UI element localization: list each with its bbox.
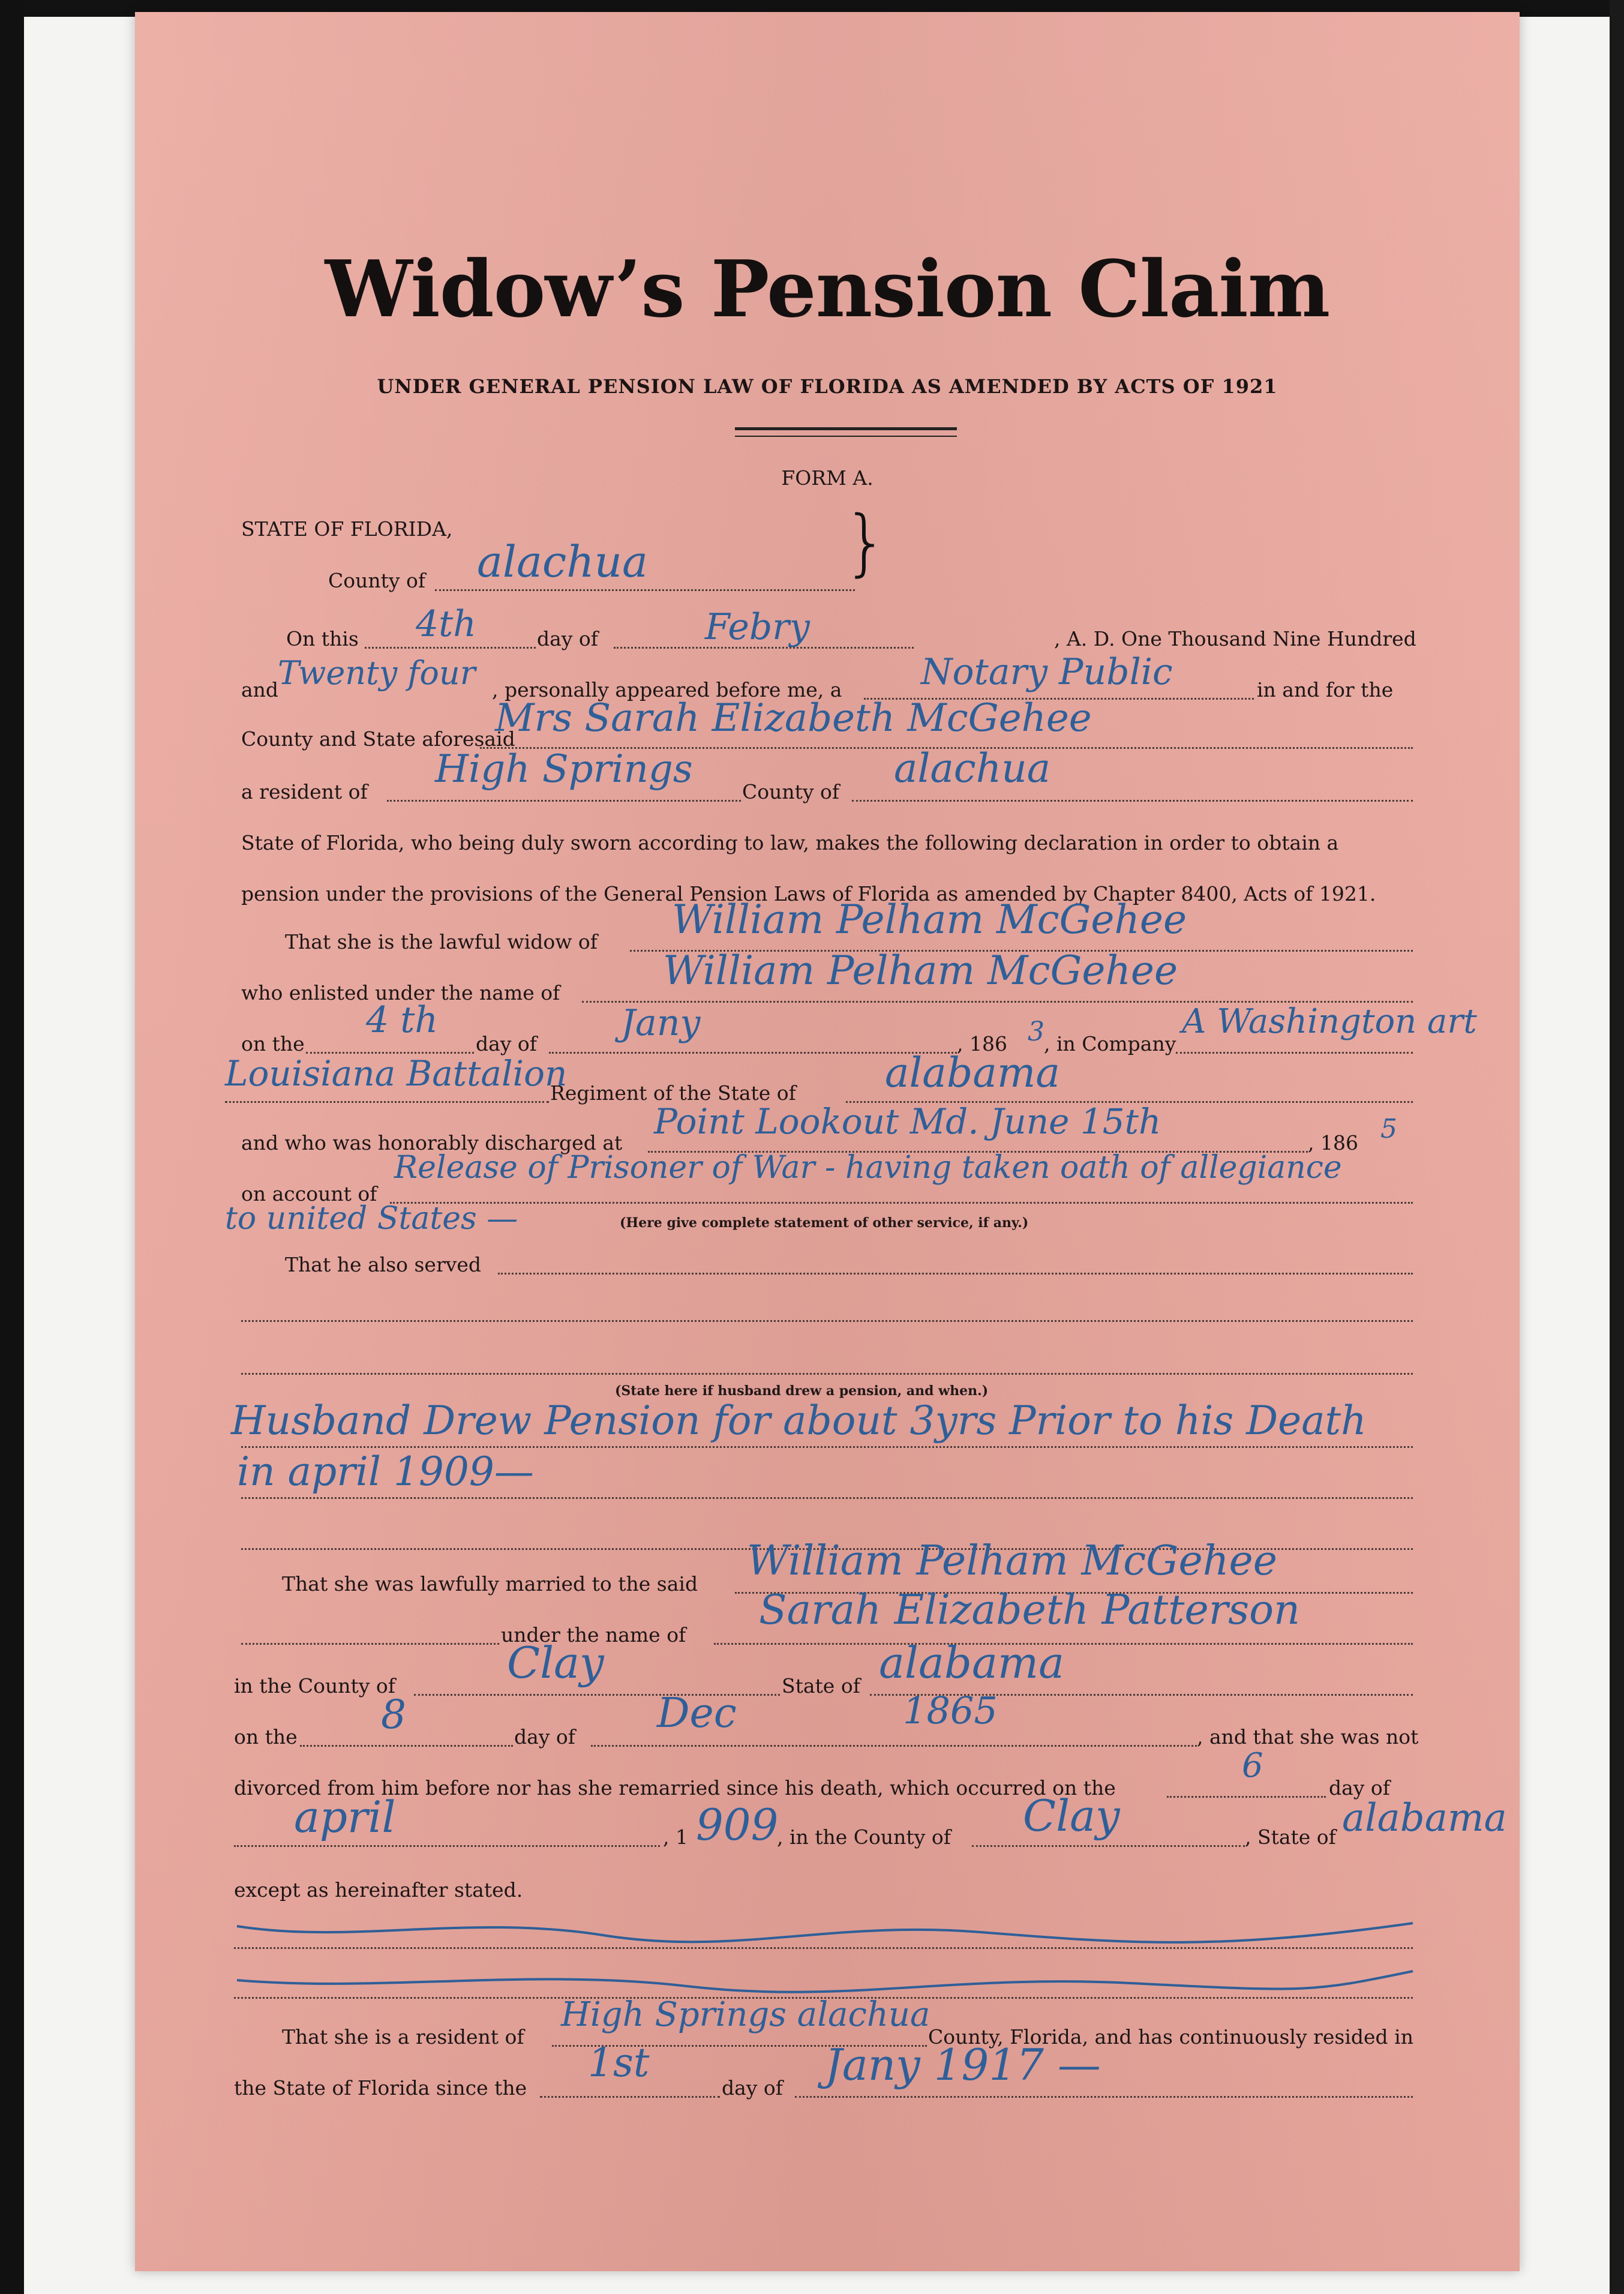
death-county-value: Clay <box>1023 1791 1120 1841</box>
declaration-line-1: State of Florida, who being duly sworn according to law, makes the following declaration in order to obtain a <box>241 831 1339 854</box>
pension-line-1 <box>241 1446 1413 1448</box>
marriage-on-the-text: on the <box>234 1725 298 1749</box>
marriage-county-value: Clay <box>507 1638 604 1688</box>
enlist-year-prefix: , 186 <box>957 1032 1007 1055</box>
marriage-day-line <box>300 1745 513 1747</box>
oath-month-value: Febry <box>705 606 810 648</box>
county-value: alachua <box>477 536 648 587</box>
residence-value: High Springs alachua <box>561 1995 930 2034</box>
day-line <box>365 647 536 649</box>
appeared-text: , personally appeared before me, a <box>492 678 842 701</box>
maiden-value: Sarah Elizabeth Patterson <box>759 1587 1300 1634</box>
discharge-year-prefix: , 186 <box>1308 1131 1358 1155</box>
account-line <box>390 1202 1413 1204</box>
enlist-day-of-text: day of <box>476 1032 538 1055</box>
death-year-prefix: , 1 <box>663 1825 688 1849</box>
marriage-state-value: alabama <box>879 1638 1065 1688</box>
death-county-text: , in the County of <box>777 1825 951 1849</box>
married-to-text: That she was lawfully married to the said <box>282 1572 698 1596</box>
husband-value: William Pelham McGehee <box>747 1537 1277 1585</box>
regiment-text: Regiment of the State of <box>550 1081 796 1105</box>
marriage-year-value: 1865 <box>903 1689 998 1732</box>
divorced-line-text: divorced from him before nor has she remarried since his death, which occurred on the <box>234 1776 1116 1800</box>
form-label: FORM A. <box>781 466 873 490</box>
marriage-month-line <box>591 1745 1197 1747</box>
officer-value: Notary Public <box>921 651 1173 693</box>
battalion-value: Louisiana Battalion <box>225 1053 568 1094</box>
death-state-value: alabama <box>1342 1796 1507 1840</box>
also-served-text: That he also served <box>285 1253 482 1276</box>
death-month-line <box>234 1845 660 1847</box>
resident-value: High Springs <box>435 747 693 791</box>
ad-text: , A. D. One Thousand Nine Hundred <box>1054 627 1416 650</box>
since-day-line <box>540 2096 720 2098</box>
county-florida-text: County, Florida, and has continuously resided in <box>928 2025 1413 2049</box>
company-line <box>1176 1052 1413 1054</box>
since-value: Jany 1917 — <box>825 2040 1101 2090</box>
except-text: except as hereinafter stated. <box>234 1878 523 1902</box>
not-divorced-text: , and that she was not <box>1197 1725 1419 1749</box>
scan-border-right <box>1610 0 1624 2294</box>
oath-year-value: Twenty four <box>278 654 476 692</box>
day-of-label: day of <box>537 627 599 650</box>
title-rule-thin <box>735 436 957 437</box>
enlist-day-value: 4 th <box>366 999 438 1041</box>
under-name-prefix-line <box>241 1643 499 1645</box>
enlist-year-digit: 3 <box>1028 1016 1044 1047</box>
title-rule <box>735 427 957 430</box>
other-service-hint: (Here give complete statement of other service, if any.) <box>620 1215 1029 1231</box>
county-of-text: County of <box>742 780 840 803</box>
enlisted-under-text: who enlisted under the name of <box>241 981 560 1004</box>
since-line <box>795 2096 1413 2098</box>
marriage-state-text: State of <box>782 1674 860 1698</box>
county-label: County of <box>328 569 426 592</box>
pension-hint: (State here if husband drew a pension, and when.) <box>615 1383 989 1399</box>
marriage-county-text: in the County of <box>234 1674 395 1698</box>
pension-value-2: in april 1909— <box>237 1449 534 1495</box>
pension-form-page <box>135 12 1520 2271</box>
widow-of-value: William Pelham McGehee <box>672 896 1187 943</box>
document-title: Widow’s Pension Claim <box>325 243 1330 335</box>
death-day-of-text: day of <box>1329 1776 1391 1800</box>
on-account-of-text: on account of <box>241 1182 377 1206</box>
company-value: A Washington art <box>1182 1002 1477 1041</box>
resident-county-line <box>852 800 1413 802</box>
regiment-state-value: alabama <box>885 1049 1060 1097</box>
death-county-line <box>972 1845 1245 1847</box>
since-day-of-text: day of <box>722 2076 784 2100</box>
marriage-day-value: 8 <box>381 1692 406 1738</box>
death-month-value: april <box>294 1792 396 1842</box>
enlist-month-value: Jany <box>621 1002 701 1044</box>
claimant-value: Mrs Sarah Elizabeth McGehee <box>495 696 1092 740</box>
death-day-line <box>1167 1796 1326 1798</box>
death-day-value: 6 <box>1242 1746 1263 1785</box>
resident-line <box>387 800 741 802</box>
also-served-line-3 <box>241 1373 1413 1375</box>
enlist-on-the-text: on the <box>241 1032 305 1055</box>
pension-line-2 <box>241 1497 1413 1499</box>
oath-day-value: 4th <box>416 603 476 645</box>
and-label: and <box>241 678 279 701</box>
in-and-for-text: in and for the <box>1257 678 1394 701</box>
widow-of-text: That she is the lawful widow of <box>285 930 598 953</box>
regiment-line <box>225 1101 549 1103</box>
account-value: Release of Prisoner of War - having taken oath of allegiance <box>394 1150 1342 1186</box>
also-served-line-2 <box>241 1320 1413 1322</box>
resident-county-value: alachua <box>894 745 1051 791</box>
discharge-value: Point Lookout Md. June 15th <box>654 1101 1161 1142</box>
state-label: STATE OF FLORIDA, <box>241 517 453 541</box>
enlisted-value: William Pelham McGehee <box>663 947 1178 994</box>
strike-through-scribble <box>231 1902 1419 2010</box>
county-line <box>435 589 855 591</box>
in-company-text: , in Company <box>1044 1032 1176 1055</box>
resident-of-text: a resident of <box>241 780 368 803</box>
marriage-month-value: Dec <box>657 1690 737 1737</box>
account-value-2: to united States — <box>225 1201 518 1237</box>
on-this-label: On this <box>286 627 359 650</box>
residence-text: That she is a resident of <box>282 2025 524 2049</box>
county-state-text: County and State aforesaid <box>241 727 515 751</box>
marriage-day-of-text: day of <box>514 1725 576 1749</box>
death-state-text: , State of <box>1245 1825 1336 1849</box>
since-the-text: the State of Florida since the <box>234 2076 527 2100</box>
under-name-text: under the name of <box>501 1623 686 1647</box>
discharged-at-text: and who was honorably discharged at <box>241 1131 623 1155</box>
venue-bracket: } <box>843 501 889 584</box>
also-served-line <box>498 1273 1413 1275</box>
pension-value-1: Husband Drew Pension for about 3yrs Prior to his Death <box>231 1398 1367 1444</box>
scan-border-left <box>0 0 24 2294</box>
death-year-value: 909 <box>696 1800 779 1850</box>
discharge-year-digit: 5 <box>1380 1114 1397 1144</box>
document-subtitle: UNDER GENERAL PENSION LAW OF FLORIDA AS AMENDED BY ACTS OF 1921 <box>377 375 1278 398</box>
since-day-value: 1st <box>588 2040 650 2086</box>
declaration-line-2: pension under the provisions of the General Pension Laws of Florida as amended by Chapter 8400, Acts of 1921. <box>241 882 1376 905</box>
